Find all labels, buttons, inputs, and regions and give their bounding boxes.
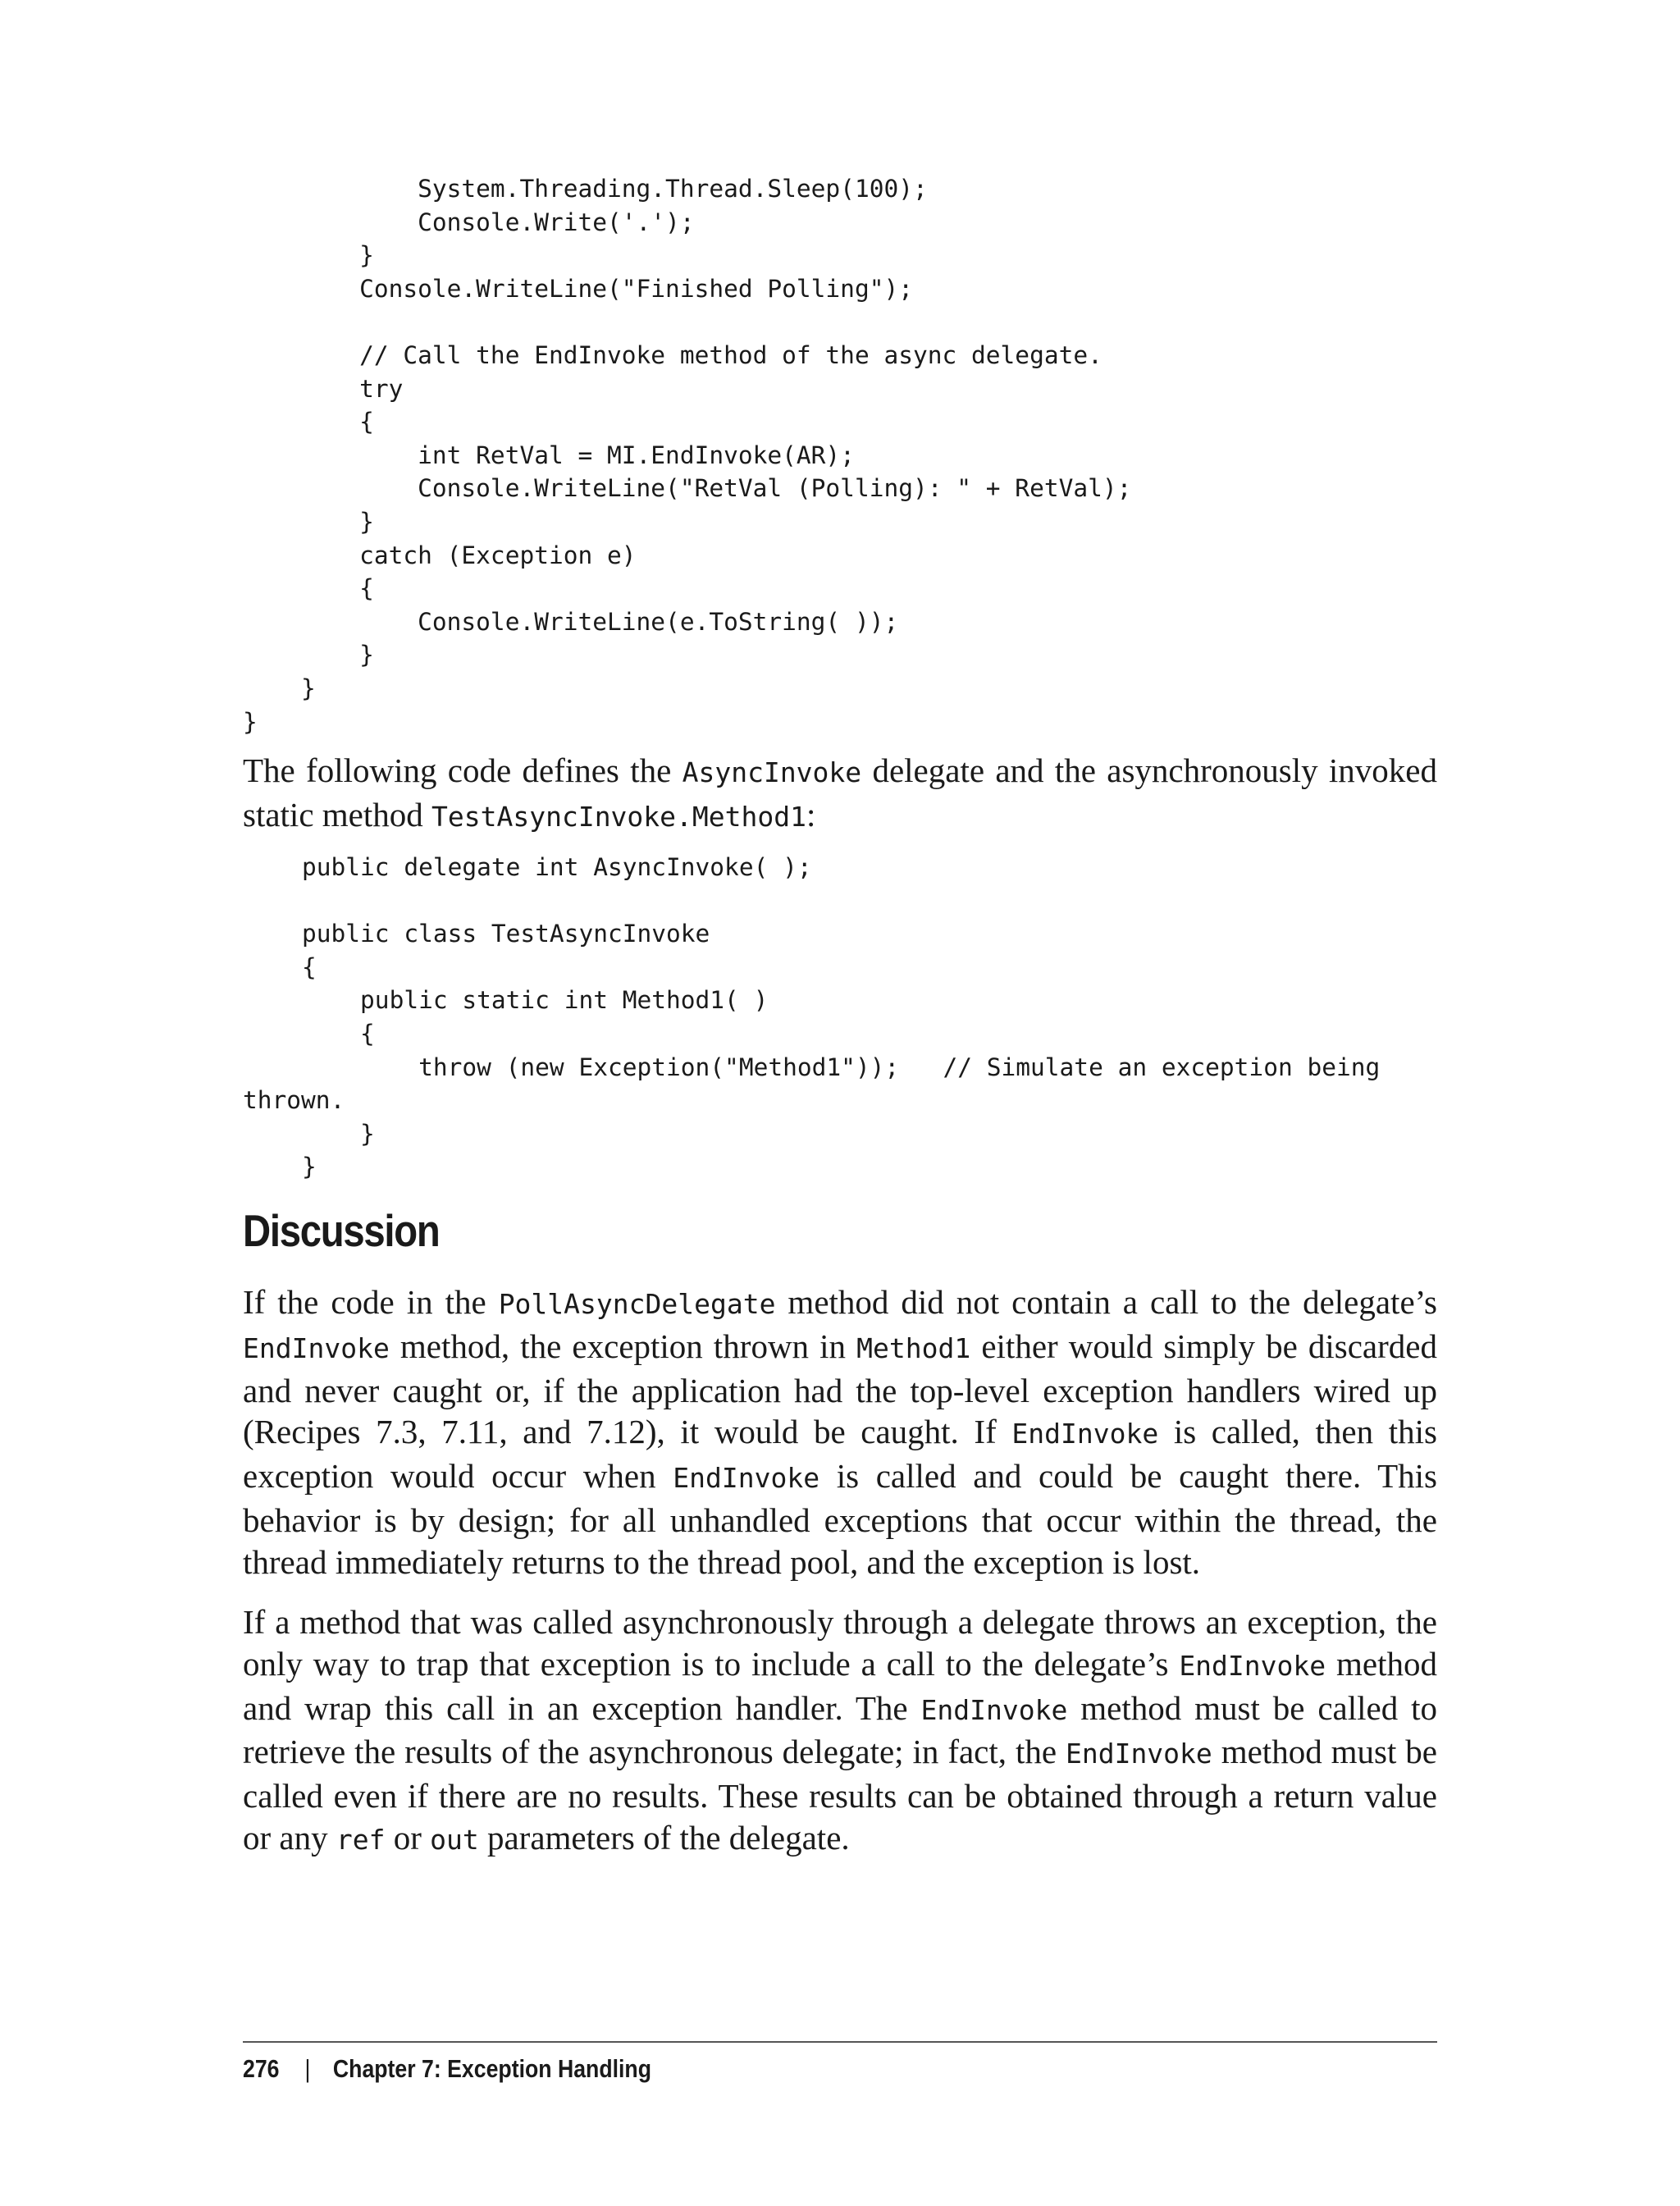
code-line: Console.WriteLine("RetVal (Polling): " + RetVal); xyxy=(243,474,1132,503)
inline-code: AsyncInvoke xyxy=(682,756,862,788)
code-line: // Call the EndInvoke method of the async delegate. xyxy=(243,340,1102,369)
code-line: { xyxy=(302,952,317,981)
inline-code: EndInvoke xyxy=(1065,1738,1212,1770)
text-run: If a method that was called asynchronously through a delegate throws an exception, the only way to trap that exception is to include a call to the delegate’s xyxy=(243,1603,1437,1683)
code-line: int RetVal = MI.EndInvoke(AR); xyxy=(243,441,855,469)
code-line: { xyxy=(302,1019,375,1048)
code-line: } xyxy=(243,641,374,669)
footer-divider xyxy=(243,2041,1437,2043)
text-run: method and wrap this call in an exception handler. The xyxy=(243,1644,1437,1727)
inline-code: ref xyxy=(336,1823,386,1856)
code-listing-delegate xyxy=(243,851,1381,1184)
text-run: method did not contain a call to the delegate’s xyxy=(775,1283,1437,1321)
page-number: 276 xyxy=(243,2054,280,2083)
code-line: System.Threading.Thread.Sleep(100); xyxy=(243,175,928,203)
code-line: { xyxy=(243,574,374,603)
code-line xyxy=(243,305,1131,339)
text-run: If the code in the xyxy=(243,1283,499,1321)
text-run: either would simply be discarded and never caught or, if the application had the top-level exception handlers wired up (Recipes 7.3, 7.11, and 7.12), it would be caught. If xyxy=(243,1327,1437,1451)
code-line: } xyxy=(243,674,316,702)
code-line: } xyxy=(243,507,374,536)
code-line: } xyxy=(243,707,258,736)
discussion-paragraph-1 xyxy=(243,1281,1437,1583)
code-line: Console.WriteLine(e.ToString( )); xyxy=(243,607,899,636)
code-line: { xyxy=(243,408,374,436)
code-line: } xyxy=(243,241,374,270)
inline-code: EndInvoke xyxy=(673,1462,820,1495)
text-run: method must be called even if there are no results. These results can be obtained through a return value or any xyxy=(243,1733,1437,1857)
code-line: catch (Exception e) xyxy=(243,541,637,569)
code-line: throw (new Exception("Method1")); // Simulate an exception being xyxy=(302,1053,1381,1081)
code-line: public class TestAsyncInvoke xyxy=(302,920,710,948)
code-line: public delegate int AsyncInvoke( ); xyxy=(302,853,812,881)
chapter-title: Chapter 7: Exception Handling xyxy=(332,2054,652,2083)
text-run: method must be called to retrieve the results of the asynchronous delegate; in fact, the xyxy=(243,1688,1438,1771)
inline-code: Method1 xyxy=(856,1331,971,1364)
inline-code: out xyxy=(430,1823,479,1856)
code-line: } xyxy=(302,1119,375,1148)
section-heading: Discussion xyxy=(243,1205,440,1256)
inline-code: TestAsyncInvoke.Method1 xyxy=(431,800,806,833)
code-line: try xyxy=(243,374,404,403)
page-footer xyxy=(243,2053,651,2085)
code-line: public static int Method1( ) xyxy=(302,986,769,1015)
discussion-paragraph-2 xyxy=(243,1601,1437,1861)
code-line: } xyxy=(302,1153,317,1181)
inline-code: EndInvoke xyxy=(1179,1649,1326,1682)
footer-separator: | xyxy=(304,2054,311,2083)
intro-paragraph xyxy=(243,750,1437,838)
inline-code: PollAsyncDelegate xyxy=(498,1288,776,1320)
inline-code: EndInvoke xyxy=(1011,1418,1159,1450)
code-line: Console.WriteLine("Finished Polling"); xyxy=(243,274,913,303)
text-run: : xyxy=(806,795,816,834)
code-line xyxy=(302,884,1380,918)
code-listing-polling xyxy=(243,172,1131,738)
inline-code: EndInvoke xyxy=(920,1693,1068,1726)
text-run: delegate and the asynchronously invoked static method xyxy=(243,751,1437,834)
text-run: or xyxy=(385,1818,431,1857)
text-run: The following code defines the xyxy=(243,751,682,789)
text-run: parameters of the delegate. xyxy=(478,1818,850,1857)
text-run: method, the exception thrown in xyxy=(389,1327,857,1365)
code-line: Console.Write('.'); xyxy=(243,208,695,236)
inline-code: EndInvoke xyxy=(243,1331,390,1364)
text-run: is called and could be caught there. This behavior is by design; for all unhandled exceptions that occur within the thread, the thread immediately returns to the thread pool, and the exception is lost. xyxy=(243,1457,1438,1581)
code-line-wrapped: thrown. xyxy=(243,1086,345,1115)
text-run: is called, then this exception would occur when xyxy=(243,1413,1437,1496)
